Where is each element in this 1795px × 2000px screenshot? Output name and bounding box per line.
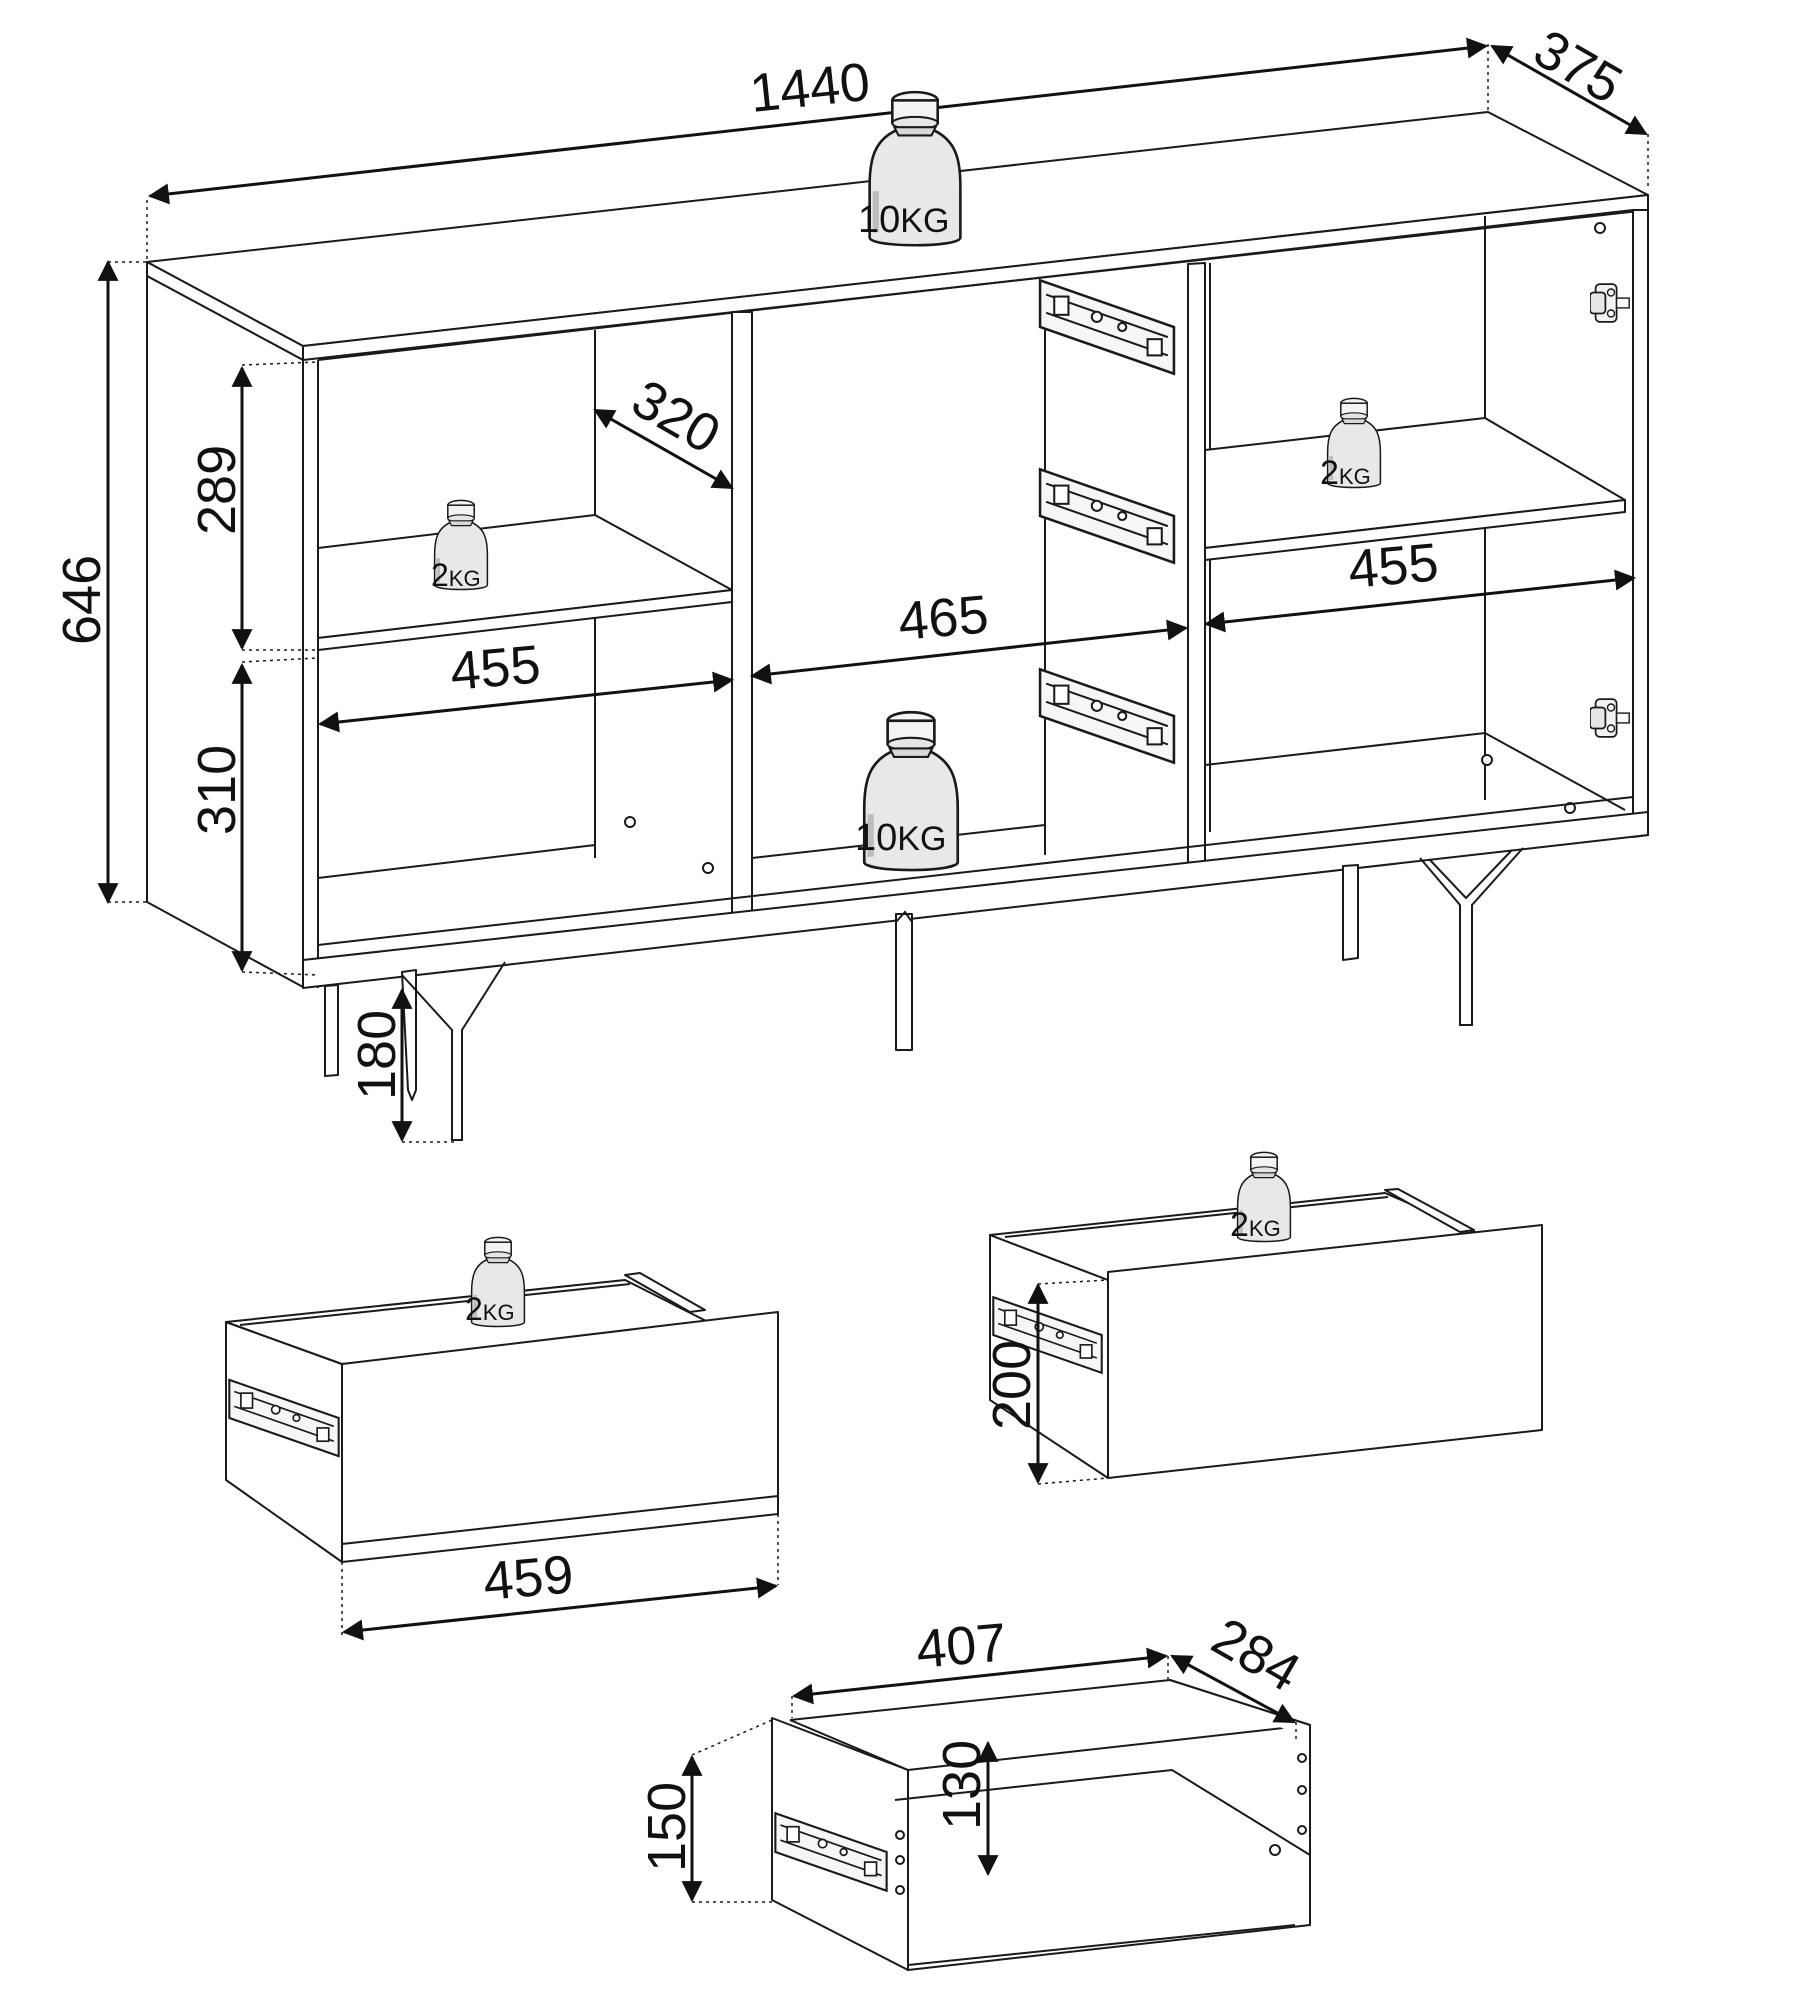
svg-text:2KG: 2KG — [1230, 1206, 1281, 1244]
svg-text:2KG: 2KG — [1320, 454, 1371, 492]
drawer-slide-middle-icon — [1040, 469, 1174, 562]
drawer-slide-bottom-icon — [1040, 669, 1174, 762]
dim-lower-shelf-label: 310 — [187, 744, 247, 835]
svg-text:10KG: 10KG — [855, 817, 947, 859]
dim-leg-height-label: 180 — [347, 1009, 407, 1100]
divider-right — [1188, 263, 1205, 880]
divider-left — [732, 312, 752, 917]
svg-text:2KG: 2KG — [431, 557, 481, 593]
bottom-front-edge — [303, 812, 1648, 988]
sideboard — [147, 112, 1648, 1140]
dim-height-label: 646 — [52, 554, 112, 645]
hinge-upper-icon — [1590, 284, 1629, 322]
hinge-lower-icon — [1590, 699, 1629, 737]
dim-drawer-box-width-label: 407 — [913, 1612, 1009, 1680]
weight-shelf-left-icon — [431, 500, 487, 593]
dim-depth-label: 375 — [1524, 18, 1633, 116]
dim-inner-depth-label: 320 — [622, 368, 731, 466]
dim-drawer-front-height-label: 200 — [982, 1339, 1042, 1430]
left-side-panel — [147, 276, 303, 987]
weight-drawer-left-icon — [465, 1237, 524, 1327]
dim-width-label: 1440 — [746, 51, 873, 124]
weight-middle-bottom-icon — [855, 712, 958, 870]
dim-right-compartment-label: 455 — [1345, 532, 1441, 600]
dim-drawer-box-depth-label: 284 — [1202, 1606, 1311, 1704]
svg-text:10KG: 10KG — [858, 199, 950, 241]
weight-drawer-right-icon — [1230, 1152, 1290, 1244]
dim-drawer-box-height-label: 150 — [637, 1781, 697, 1872]
dim-drawer-inner-height-label: 130 — [932, 1739, 992, 1830]
drawer-box — [772, 1680, 1310, 1970]
drawer-slide-top-icon — [1040, 280, 1174, 373]
dim-middle-compartment-label: 465 — [895, 584, 991, 652]
dim-drawer-front-width-label: 459 — [480, 1544, 576, 1612]
right-side-panel — [1633, 210, 1648, 837]
weight-shelf-right-icon — [1320, 398, 1380, 492]
svg-text:2KG: 2KG — [465, 1291, 515, 1327]
dim-left-compartment-label: 455 — [447, 634, 543, 702]
dim-upper-shelf-label: 289 — [187, 444, 247, 535]
